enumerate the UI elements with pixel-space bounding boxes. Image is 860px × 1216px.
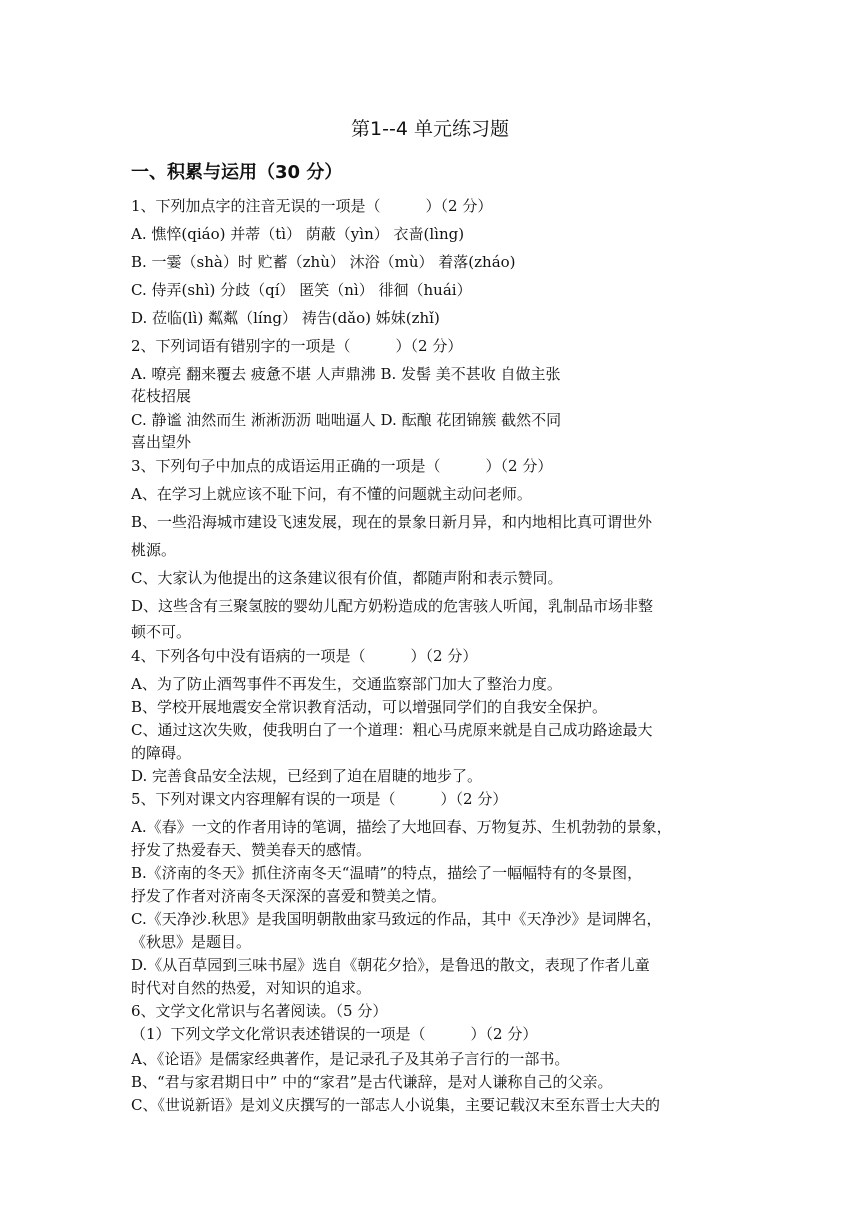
question-3: 3、下列句子中加点的成语运用正确的一项是（ ）（2 分） [131, 457, 553, 475]
option-line: C. 静谧 油然而生 淅淅沥沥 咄咄逼人 D. 酝酿 花团锦簇 截然不同 [131, 411, 562, 429]
option-line: C、《世说新语》是刘义庆撰写的一部志人小说集，主要记载汉末至东晋士大夫的 [131, 1096, 660, 1114]
option-line: A、在学习上就应该不耻下问，有不懂的问题就主动问老师。 [131, 485, 532, 503]
question-6: 6、文学文化常识与名著阅读。（5 分） [131, 1002, 388, 1020]
option-line: C、通过这次失败，使我明白了一个道理：粗心马虎原来就是自己成功路途最大 [131, 721, 653, 739]
option-line: A.《春》一文的作者用诗的笔调，描绘了大地回春、万物复苏、生机勃勃的景象， [131, 818, 672, 836]
option-line: 的障碍。 [131, 744, 192, 762]
option-line: C.《天净沙.秋思》是我国明朝散曲家马致远的作品，其中《天净沙》是词牌名， [131, 910, 662, 928]
option-line: B、学校开展地震安全常识教育活动，可以增强同学们的自我安全保护。 [131, 698, 608, 716]
option-line: A. 憔悴(qiáo) 并蒂（tì） 荫蔽（yìn） 衣啬(lìng) [131, 225, 465, 243]
option-line: B. 一霎（shà）时 贮蓄（zhù） 沐浴（mù） 着落(zháo) [131, 253, 516, 271]
option-line: B、“君与家君期日中” 中的“家君”是古代谦辞，是对人谦称自己的父亲。 [131, 1073, 613, 1091]
option-line: D.《从百草园到三味书屋》选自《朝花夕拾》，是鲁迅的散文，表现了作者儿童 [131, 956, 650, 974]
option-line: D、这些含有三聚氢胺的婴幼儿配方奶粉造成的危害骇人听闻，乳制品市场非整 [131, 597, 654, 615]
option-line: B.《济南的冬天》抓住济南冬天“温晴”的特点，描绘了一幅幅特有的冬景图， [131, 864, 643, 882]
option-line: 时代对自然的热爱，对知识的追求。 [131, 979, 372, 997]
option-line: B、一些沿海城市建设飞速发展，现在的景象日新月异，和内地相比真可谓世外 [131, 513, 653, 531]
option-line: 桃源。 [131, 541, 177, 559]
option-line: A、《论语》是儒家经典著作，是记录孔子及其弟子言行的一部书。 [131, 1050, 570, 1068]
question-4: 4、下列各句中没有语病的一项是（ ）（2 分） [131, 647, 478, 665]
sub-question-6-1: （1）下列文学文化常识表述错误的一项是（ ）（2 分） [131, 1025, 538, 1043]
option-line: 喜出望外 [131, 433, 192, 451]
option-line: 《秋思》是题目。 [131, 933, 252, 951]
option-line: A、为了防止酒驾事件不再发生，交通监察部门加大了整治力度。 [131, 675, 562, 693]
option-line: 抒发了作者对济南冬天深深的喜爱和赞美之情。 [131, 887, 447, 905]
option-line: C、大家认为他提出的这条建议很有价值，都随声附和表示赞同。 [131, 569, 563, 587]
option-line: A. 嘹亮 翻来覆去 疲惫不堪 人声鼎沸 B. 发髻 美不甚收 自做主张 [131, 365, 561, 383]
section-heading: 一、积累与运用（30 分） [131, 162, 343, 183]
question-1: 1、下列加点字的注音无误的一项是（ ）（2 分） [131, 197, 493, 215]
option-line: D. 莅临(lì) 粼粼（líng） 祷告(dǎo) 姊妹(zhǐ) [131, 309, 440, 327]
option-line: D. 完善食品安全法规，已经到了迫在眉睫的地步了。 [131, 767, 483, 785]
option-line: 顿不可。 [131, 623, 192, 641]
option-line: C. 侍弄(shì) 分歧（qí） 匿笑（nì） 徘徊（huái） [131, 281, 472, 299]
question-2: 2、下列词语有错别字的一项是（ ）（2 分） [131, 337, 463, 355]
option-line: 花枝招展 [131, 387, 192, 405]
option-line: 抒发了热爱春天、赞美春天的感情。 [131, 841, 372, 859]
question-5: 5、下列对课文内容理解有误的一项是（ ）（2 分） [131, 790, 508, 808]
page-title: 第1--4 单元练习题 [351, 118, 509, 140]
